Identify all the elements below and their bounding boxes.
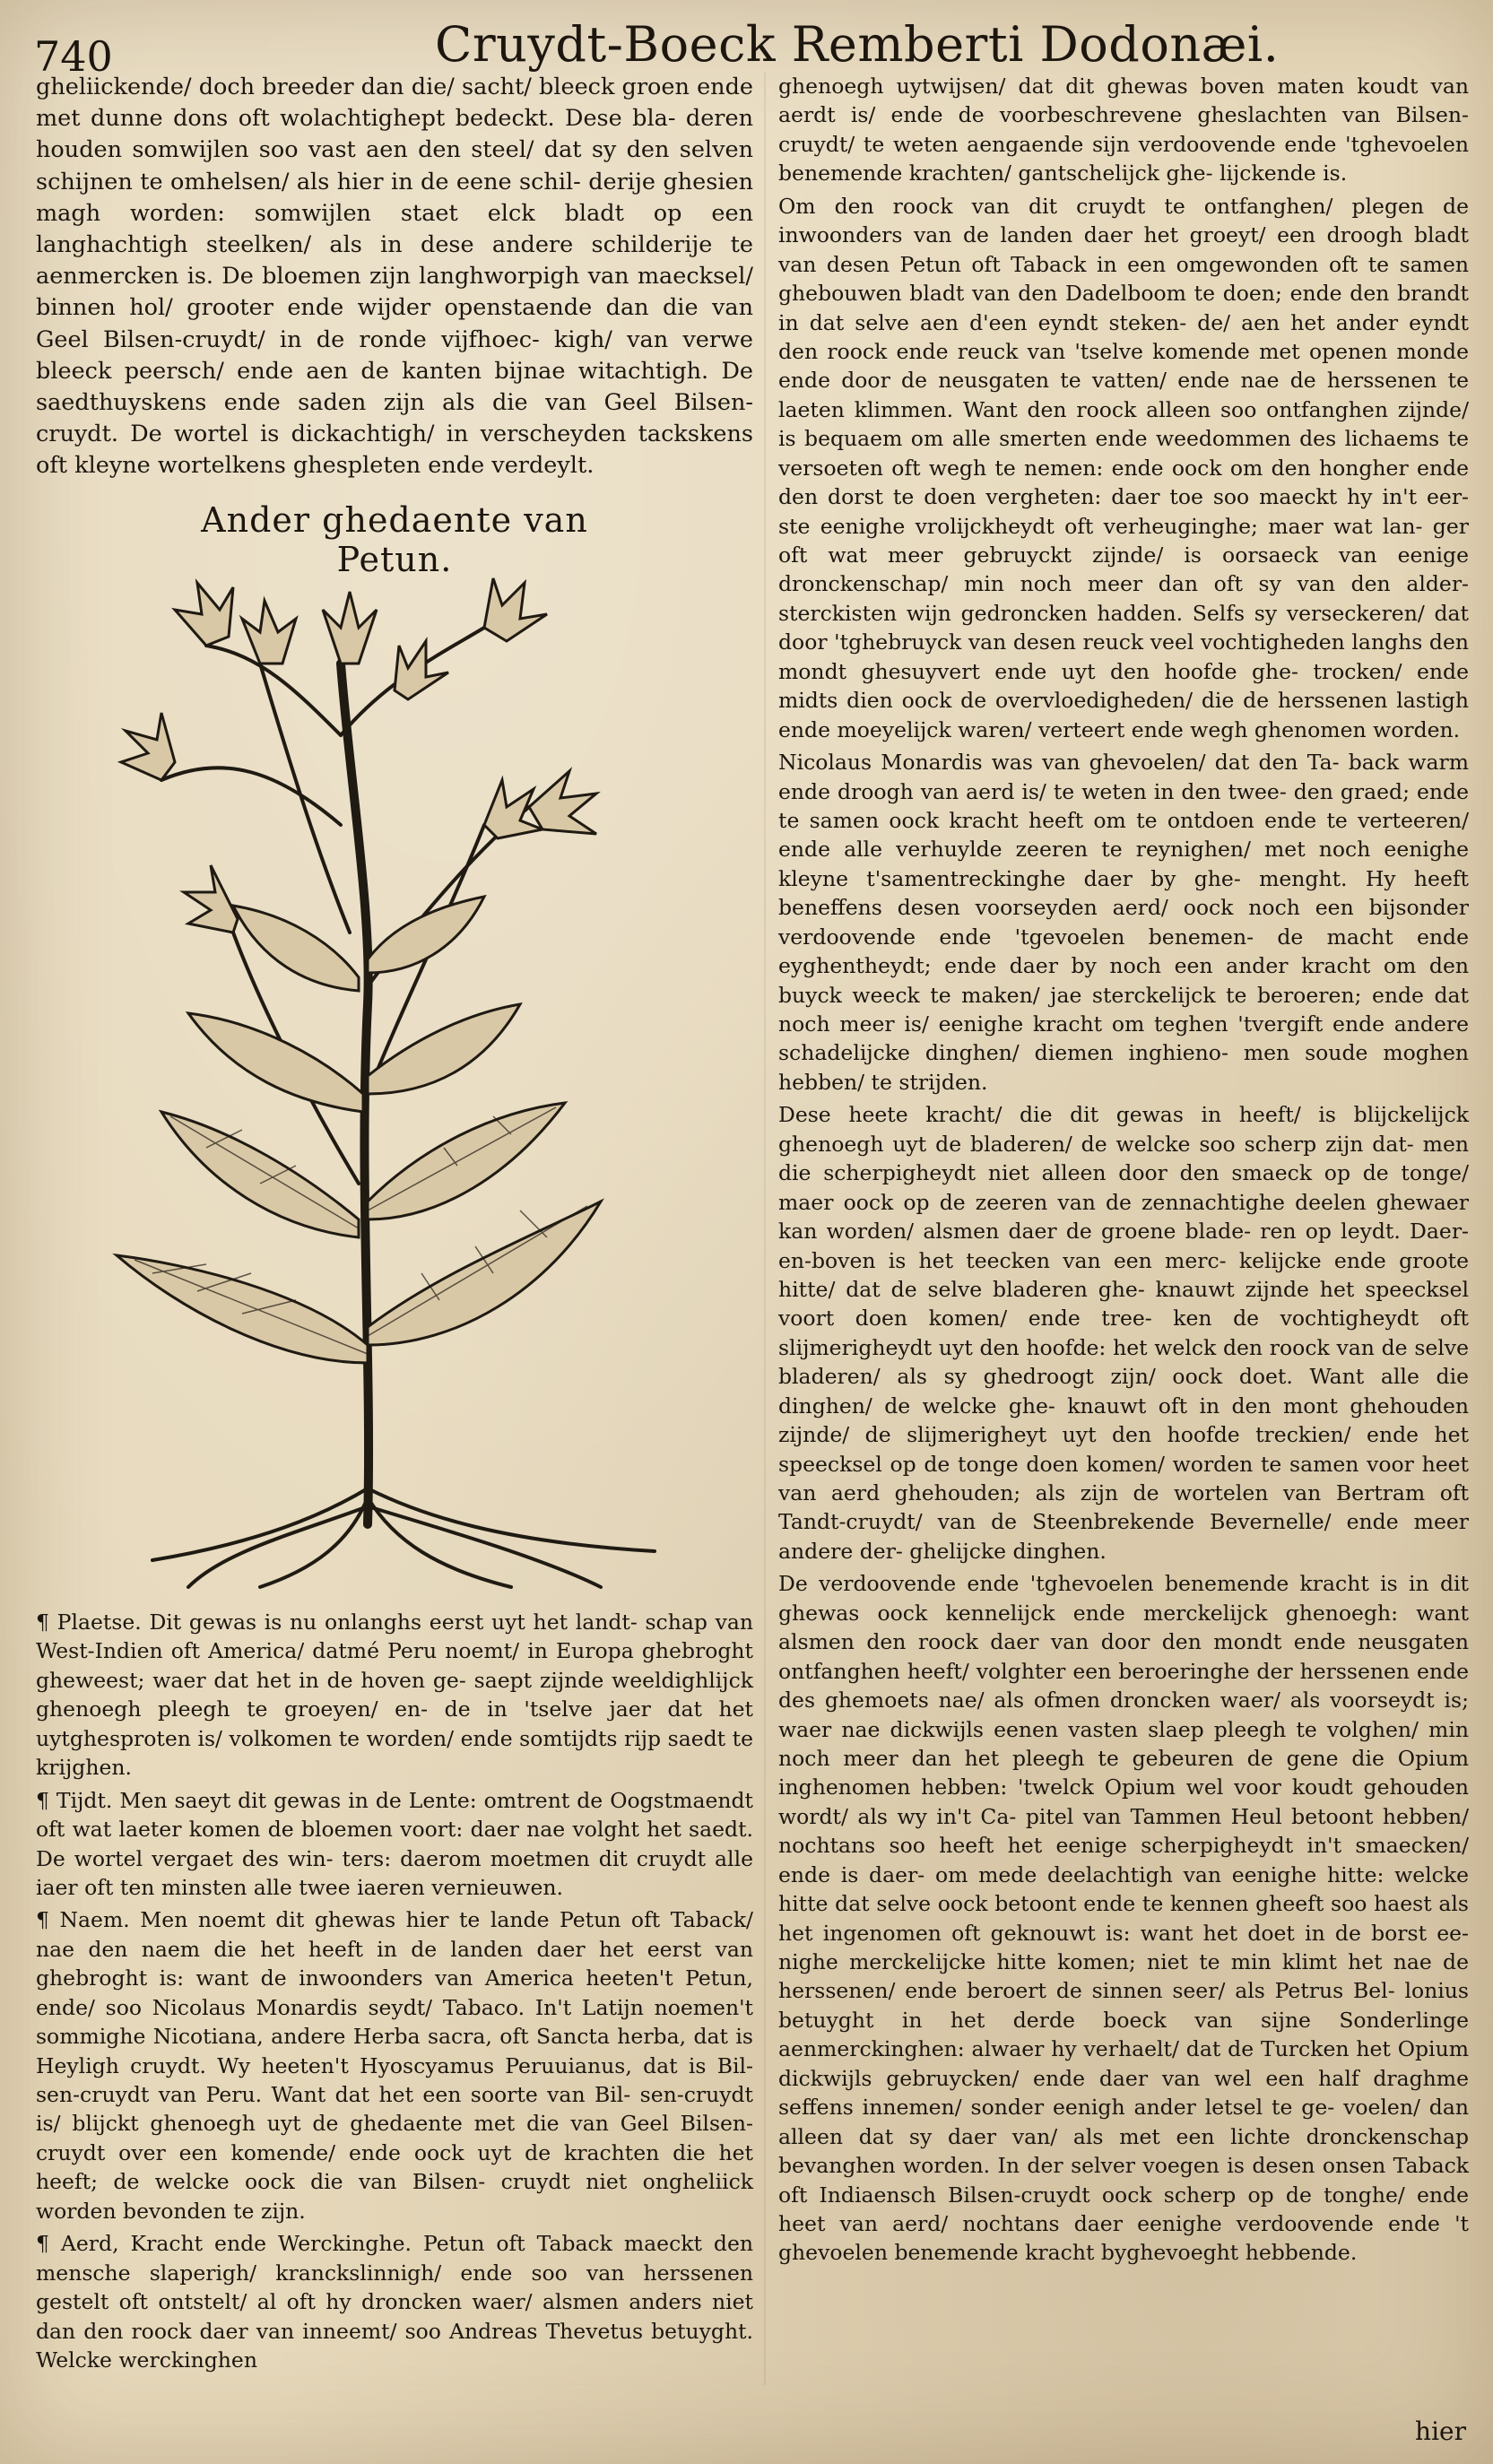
paragraph-plaetse — [36, 1608, 753, 1783]
right-column — [778, 72, 1469, 2376]
right-paragraph: Dese heete kracht/ die dit gewas in heeft/ is blijckelijck ghenoegh uyt de bladeren/ de welcke soo scherp zijn dat- men die scherpigheydt niet alleen door den smaeck op de tonge/ maer oock op de zeeren van de zennachtighe deelen ghewaer kan worden/ alsmen daer de groene blade- ren op leydt. Daer-en-boven is het teecken van een merc- kelijcke ende groote hitte/ dat de selve bladeren ghe- knauwt zijnde het speecksel voort doen komen/ ende tree- ken de vochtigheydt oft slijmerigheydt uyt den hoofde: het welck den roock van de selve bladeren/ als sy ghedroogt zijn/ oock doet. Want alle die dinghen/ de welcke ghe- knauwt oft in den mont ghehouden zijnde/ de slijmerigheyt uyt den hoofde treckien/ ende het speecksel op de tonge doen komen/ worden te samen voor heet van aerd ghehouden; als zijn de wortelen van Bertram oft Tandt-cruydt/ van de Steenbrekende Bevernelle/ ende meer andere der- ghelijcke dinghen. — [778, 1102, 1469, 1564]
section-head-aerd: ¶ Aerd, Kracht ende Werckinghe. — [36, 2231, 412, 2257]
column-gutter — [764, 72, 766, 2385]
left-column-top — [36, 72, 753, 484]
tobacco-plant-woodcut — [99, 556, 708, 1596]
section-head-naem: ¶ Naem. — [36, 1907, 130, 1933]
right-paragraph: De verdoovende ende 'tghevoelen benemende kracht is in dit ghewas oock kennelijck ende merckelijck ghenoegh: want alsmen den roock daer van door den mondt ende neusgaten ontfanghen heeft/ volghter een beroeringhe der herssenen ende des ghemoets nae/ als ofmen droncken waer/ als voorseydt is; waer nae dickwijls eenen vasten slaep pleegh te volghen/ min noch meer dan het pleegh te gebeuren de gene die Opium inghenomen hebben: 'twelck Opium wel voor koudt gehouden wordt/ als wy in't Ca- pitel van Tammen Heul betoont hebben/ nochtans soo heeft het eenige scherpigheydt in't smaecken/ ende is daer- om mede deelachtigh van eenighe hitte: welcke hitte dat selve oock betoont ende te kennen gheeft soo haest als het ingenomen oft geknouwt is: want het doet in de borst ee- nighe merckelijcke hitte komen; niet te min klimt het nae de herssenen/ ende beroert de sinnen seer/ als Petrus Bel- lonius betuyght in het derde boeck van sijne Sonderlinge aenmerckinghen: alwaer hy verhaelt/ dat de Turcken het Opium dickwijls gebruycken/ ende daer van wel een half draghme seffens innemen/ sonder eenigh ander letsel te ge- voelen/ dan alleen dat sy daer van/ als met een lichte dronckenschap bevanghen worden. In der selver voegen is desen onsen Taback oft Indiaensch Bilsen-cruydt oock scherp op de tonghe/ ende heet van aerd/ nochtans daer eenighe verdoovende ende 't ghevoelen benemende kracht byghevoeght hebbende. — [778, 1571, 1469, 2266]
section-text-aerd: Petun oft Taback maeckt den mensche slaperigh/ kranckslinnigh/ ende soo van herssenen gestelt oft ontstelt/ al oft hy droncken waer/ alsmen anders niet dan den roock daer van inneemt/ soo Andreas Thevetus betuyght. Welcke werckinghen — [36, 2231, 753, 2373]
paragraph-naem — [36, 1905, 753, 2225]
right-paragraph: Om den roock van dit cruydt te ontfanghen/ plegen de inwoonders van de landen daer het groeyt/ een droogh bladt van desen Petun oft Taback in een omgewonden oft te samen ghebouwen bladt van den Dadelboom te doen; ende den brandt in dat selve aen d'een eyndt steken- de/ aen het ander eyndt den roock ende reuck van 'tselve komende met openen monde ende door de neusgaten te vatten/ ende nae de herssenen te laeten klimmen. Want den roock alleen soo ontfanghen zijnde/ is bequaem om alle smerten ende weedommen des lichaems te versoeten oft wegh te nemen: ende oock om den hongher ende den dorst te doen vergheten: daer toe soo maeckt hy in't eer- ste eenighe vrolijckheydt oft verheuginghe; maer wat lan- ger oft wat meer gebruyckt zijnde/ is oorsaeck van eenige dronckenschap/ min noch meer dan oft sy van den alder- sterckisten wijn gedroncken hadden. Selfs sy verseckeren/ dat door 'tghebruyck van desen reuck veel vochtigheden langhs den mondt ghesuyvert ende uyt den hoofde ghe- trocken/ ende midts dien oock de overvloedigheden/ die de herssenen lastigh ende moeyelijck waren/ verteert ende wegh ghenomen worden. — [778, 193, 1469, 742]
description-paragraph: gheliickende/ doch breeder dan die/ sacht/ bleeck groen ende met dunne dons oft wolachtighept bedeckt. Dese bla- deren houden somwijlen soo vast aen den steel/ dat sy den selven schijnen te omhelsen/ als hier in de eene schil- derije ghesien magh worden: somwijlen staet elck bladt op een langhachtigh steelken/ als in dese andere schilderije te aenmercken is. De bloemen zijn langhworpigh van maecksel/ binnen hol/ grooter ende wijder openstaende dan die van Geel Bilsen-cruydt/ in de ronde vijfhoec- kigh/ van verwe bleeck peersch/ ende aen de kanten bijnae witachtigh. De saedthuyskens ende saden zijn als die van Geel Bilsen-cruydt. De wortel is dickachtigh/ in verscheyden tackskens oft kleyne wortelkens ghespleten ende verdeylt. — [36, 74, 753, 480]
right-paragraph: Nicolaus Monardis was van ghevoelen/ dat den Ta- back warm ende droogh van aerd is/ te weten in den twee- den graed; ende te samen oock kracht heeft om te ontdoen ende te verteeren/ ende alle verhuylde zeeren te reynighen/ met noch eenighe kleyne t'samentreckinghe daer by ghe- menght. Hy heeft beneffens desen voorseyden aerd/ oock noch een bijsonder verdoovende ende 'tgevoelen benemen- de macht ende eyghentheydt; ende daer by noch een ander kracht om den buyck weeck te maken/ jae sterckelijck te beroeren; ende dat noch meer is/ eenighe kracht om teghen 'tvergift ende andere schadelijcke dinghen/ diemen inghieno- men soude moghen hebben/ te strijden. — [778, 750, 1469, 1095]
paragraph-tijdt — [36, 1786, 753, 1903]
catchword: hier — [1415, 2416, 1466, 2446]
running-title: Cruydt-Boeck Remberti Dodonæi. — [435, 16, 1280, 73]
left-column-bottom — [36, 1608, 753, 2388]
paragraph-aerd — [36, 2229, 753, 2374]
figure-caption: Ander ghedaente van Petun. — [201, 500, 588, 579]
section-head-tijdt: ¶ Tijdt. — [36, 1787, 113, 1813]
section-text-tijdt: Men saeyt dit gewas in de Lente: omtrent de Oogstmaendt oft wat laeter komen de bloemen voort: daer nae volght het saedt. De wortel vergaet des win- ters: daerom moetmen dit cruydt alle iaer oft ten minsten alle twee iaeren vernieuwen. — [36, 1787, 753, 1900]
section-text-naem: Men noemt dit ghewas hier te lande Petun oft Taback/ nae den naem die het heeft in de landen daer het eerst van ghebroght is: want de inwoonders van America heeten't Petun, ende/ soo Nicolaus Monardis seydt/ Tabaco. In't Latijn noemen't sommighe Nicotiana, andere Herba sacra, oft Sancta herba, dat is Heyligh cruydt. Wy heeten't Hyoscyamus Peruuianus, dat is Bil- sen-cruydt van Peru. Want dat het een soorte van Bil- sen-cruydt is/ blijckt ghenoegh uyt de ghedaente met die van Geel Bilsen-cruydt over een komende/ ende oock uyt de krachten die het heeft; de welcke oock die van Bilsen- cruydt niet ongheliick worden bevonden te zijn. — [36, 1907, 753, 2224]
section-text-plaetse: Dit gewas is nu onlanghs eerst uyt het landt- schap van West-Indien oft America/ datmé Peru noemt/ in Europa ghebroght gheweest; waer dat het in de hoven ge- saept zijnde weeldighlijck ghenoegh pleegh te groeyen/ en- de in 'tselve jaer dat het uytghesproten is/ volkomen te worden/ ende somtijdts rijp saedt te krijghen. — [36, 1609, 753, 1781]
page-number: 740 — [34, 32, 113, 81]
section-head-plaetse: ¶ Plaetse. — [36, 1609, 142, 1635]
right-paragraph: ghenoegh uytwijsen/ dat dit ghewas boven maten koudt van aerdt is/ ende de voorbeschrevene gheslachten van Bilsen-cruydt/ te weten aengaende sijn verdoovende ende 'tghevoelen benemende krachten/ gantschelijck ghe- lijckende is. — [778, 74, 1469, 187]
